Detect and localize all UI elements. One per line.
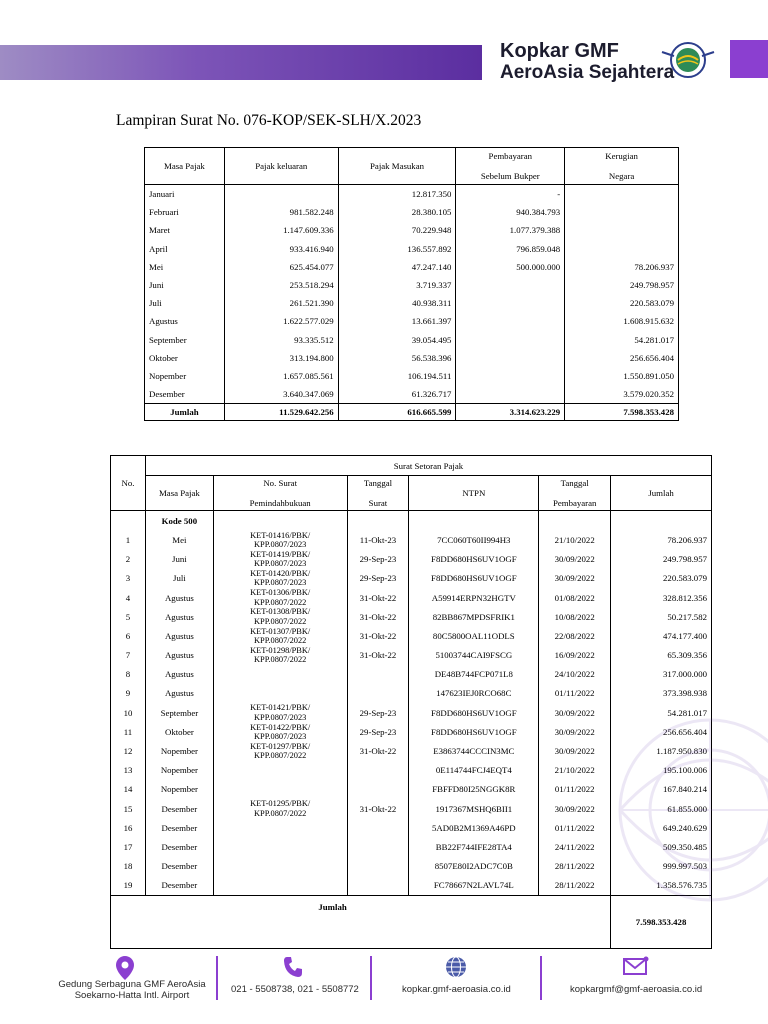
footer-email[interactable]: kopkargmf@gmf-aeroasia.co.id <box>570 984 703 995</box>
row-number-cell: 6 <box>111 626 146 645</box>
no-surat-line2: KPP.0807/2023 <box>254 539 307 549</box>
payment-slip-row <box>111 588 712 607</box>
ntpn-cell: FBFFD80I25NGGK8R <box>409 780 539 799</box>
no-surat-line1: KET-01416/PBK/ <box>250 530 311 540</box>
globe-icon <box>445 956 467 978</box>
kerugian-cell <box>565 203 679 221</box>
background-ornament-icon <box>560 690 768 950</box>
masa-pajak-cell: Nopember <box>145 741 213 760</box>
pajak-masukan-cell: 61.326.717 <box>338 385 456 404</box>
payment-slip-row <box>111 550 712 569</box>
no-surat-line1: KET-01307/PBK/ <box>250 626 311 636</box>
no-surat-cell <box>213 799 347 818</box>
no-surat-cell <box>213 876 347 896</box>
kerugian-cell: 249.798.957 <box>565 276 679 294</box>
jumlah-cell: 1.358.576.735 <box>611 876 712 896</box>
month-cell: Nopember <box>145 367 225 385</box>
masa-pajak-cell: Agustus <box>145 646 213 665</box>
pembayaran-cell <box>456 312 565 330</box>
row-number-cell: 9 <box>111 684 146 703</box>
jumlah-cell: 54.281.017 <box>611 703 712 722</box>
no-surat-line2: KPP.0807/2023 <box>254 559 307 569</box>
slip-header-row-1 <box>111 456 712 476</box>
tanggal-pembayaran-cell: 30/09/2022 <box>539 799 611 818</box>
ntpn-cell: DE48B744FCP071L8 <box>409 665 539 684</box>
pajak-keluaran-cell: 93.335.512 <box>224 331 338 349</box>
jumlah-cell: 1.187.950.830 <box>611 741 712 760</box>
footer-phone: 021 - 5508738, 021 - 5508772 <box>231 984 359 995</box>
masa-pajak-cell: Agustus <box>145 665 213 684</box>
ntpn-cell: 82BB867MPDSFRIK1 <box>409 607 539 626</box>
pajak-masukan-cell: 106.194.511 <box>338 367 456 385</box>
kerugian-cell: 1.608.915.632 <box>565 312 679 330</box>
no-surat-line1: KET-01295/PBK/ <box>250 799 311 809</box>
total-keluaran: 11.529.642.256 <box>224 404 338 421</box>
tanggal-pembayaran-cell: 01/11/2022 <box>539 780 611 799</box>
pajak-keluaran-cell: 1.147.609.336 <box>224 221 338 239</box>
jumlah-cell: 649.240.629 <box>611 818 712 837</box>
month-cell: Januari <box>145 185 225 204</box>
row-number-cell: 2 <box>111 550 146 569</box>
tax-summary-row <box>145 203 679 221</box>
tanggal-pembayaran-cell: 24/11/2022 <box>539 837 611 856</box>
kerugian-cell: 78.206.937 <box>565 258 679 276</box>
jumlah-cell: 195.100.006 <box>611 761 712 780</box>
col-pajak-masukan: Pajak Masukan <box>338 148 456 185</box>
jumlah-cell: 65.309.356 <box>611 646 712 665</box>
no-surat-line1: KET-01306/PBK/ <box>250 588 311 598</box>
pembayaran-cell: 1.077.379.388 <box>456 221 565 239</box>
jumlah-cell: 249.798.957 <box>611 550 712 569</box>
no-surat-line2: KPP.0807/2022 <box>254 597 307 607</box>
no-surat-line1: KET-01420/PBK/ <box>250 569 311 579</box>
pembayaran-cell <box>456 349 565 367</box>
row-number-cell: 12 <box>111 741 146 760</box>
row-number-cell: 14 <box>111 780 146 799</box>
pembayaran-cell: - <box>456 185 565 204</box>
row-number-cell: 19 <box>111 876 146 896</box>
masa-pajak-cell: Nopember <box>145 780 213 799</box>
footer-divider <box>370 956 372 1000</box>
month-cell: Desember <box>145 385 225 404</box>
pajak-keluaran-cell: 1.657.085.561 <box>224 367 338 385</box>
no-surat-cell <box>213 684 347 703</box>
masa-pajak-cell: Desember <box>145 799 213 818</box>
slip-total-jumlah: 7.598.353.428 <box>611 895 712 948</box>
tax-summary-row <box>145 367 679 385</box>
col-no-surat: No. Surat Pemindahbukuan <box>213 476 347 511</box>
tanggal-pembayaran-cell: 28/11/2022 <box>539 857 611 876</box>
no-surat-cell <box>213 761 347 780</box>
no-surat-line2: KPP.0807/2022 <box>254 655 307 665</box>
no-surat-cell <box>213 588 347 607</box>
phone-icon <box>283 956 303 978</box>
pembayaran-cell <box>456 331 565 349</box>
col-tanggal-pembayaran: Tanggal Pembayaran <box>539 476 611 511</box>
pajak-masukan-cell: 136.557.892 <box>338 240 456 258</box>
tax-summary-total-row <box>145 404 679 421</box>
kerugian-cell: 220.583.079 <box>565 294 679 312</box>
ntpn-cell: 51003744CAI9FSCG <box>409 646 539 665</box>
tanggal-pembayaran-cell: 01/11/2022 <box>539 684 611 703</box>
tanggal-surat-cell: 31-Okt-22 <box>347 626 409 645</box>
tanggal-surat-cell: 31-Okt-22 <box>347 646 409 665</box>
ntpn-cell: 1917367MSHQ6BII1 <box>409 799 539 818</box>
tanggal-surat-cell: 29-Sep-23 <box>347 703 409 722</box>
pajak-masukan-cell: 12.817.350 <box>338 185 456 204</box>
ntpn-cell: F8DD680HS6UV1OGF <box>409 722 539 741</box>
col-jumlah: Jumlah <box>611 476 712 511</box>
row-number-cell: 17 <box>111 837 146 856</box>
month-cell: Juli <box>145 294 225 312</box>
tanggal-pembayaran-cell: 10/08/2022 <box>539 607 611 626</box>
pajak-masukan-cell: 56.538.396 <box>338 349 456 367</box>
masa-pajak-cell: Agustus <box>145 607 213 626</box>
no-surat-cell <box>213 780 347 799</box>
tanggal-surat-cell: 31-Okt-22 <box>347 607 409 626</box>
kerugian-cell: 256.656.404 <box>565 349 679 367</box>
ntpn-cell: F8DD680HS6UV1OGF <box>409 550 539 569</box>
page-footer <box>0 948 768 1024</box>
footer-divider <box>216 956 218 1000</box>
jumlah-cell: 373.398.938 <box>611 684 712 703</box>
month-cell: Oktober <box>145 349 225 367</box>
tanggal-pembayaran-cell: 01/11/2022 <box>539 818 611 837</box>
tanggal-pembayaran-cell: 22/08/2022 <box>539 626 611 645</box>
tanggal-pembayaran-cell: 01/08/2022 <box>539 588 611 607</box>
masa-pajak-cell: Agustus <box>145 684 213 703</box>
tanggal-surat-cell <box>347 780 409 799</box>
pajak-keluaran-cell: 253.518.294 <box>224 276 338 294</box>
pembayaran-cell <box>456 385 565 404</box>
col-masa-pajak: Masa Pajak <box>145 476 213 511</box>
pajak-keluaran-cell: 3.640.347.069 <box>224 385 338 404</box>
no-surat-line2: KPP.0807/2022 <box>254 808 307 818</box>
month-cell: Maret <box>145 221 225 239</box>
tax-summary-row <box>145 331 679 349</box>
no-surat-cell <box>213 646 347 665</box>
tanggal-surat-cell <box>347 837 409 856</box>
col-no: No. <box>111 456 146 511</box>
brand-line1: Kopkar GMF <box>500 40 619 62</box>
payment-slip-row <box>111 530 712 549</box>
month-cell: September <box>145 331 225 349</box>
header-band <box>0 45 482 80</box>
no-surat-line1: KET-01421/PBK/ <box>250 703 311 713</box>
kerugian-cell <box>565 221 679 239</box>
total-label: Jumlah <box>145 404 225 421</box>
total-kerugian: 7.598.353.428 <box>565 404 679 421</box>
no-surat-line2: KPP.0807/2023 <box>254 731 307 741</box>
ntpn-cell: 147623IEJ0RCO68C <box>409 684 539 703</box>
ntpn-cell: 0E114744FCJ4EQT4 <box>409 761 539 780</box>
no-surat-cell <box>213 626 347 645</box>
masa-pajak-cell: Juni <box>145 550 213 569</box>
no-surat-cell <box>213 857 347 876</box>
no-surat-cell <box>213 837 347 856</box>
col-pembayaran: Pembayaran Sebelum Bukper <box>456 148 565 185</box>
payment-slip-row <box>111 665 712 684</box>
no-surat-cell <box>213 607 347 626</box>
tax-summary-table <box>144 147 679 421</box>
tanggal-surat-cell <box>347 857 409 876</box>
tax-summary-row <box>145 349 679 367</box>
kode-label: Kode 500 <box>145 511 213 531</box>
jumlah-cell: 61.855.000 <box>611 799 712 818</box>
payment-slip-row <box>111 626 712 645</box>
tanggal-surat-cell: 11-Okt-23 <box>347 530 409 549</box>
row-number-cell: 13 <box>111 761 146 780</box>
masa-pajak-cell: Mei <box>145 530 213 549</box>
row-number-cell: 8 <box>111 665 146 684</box>
pajak-keluaran-cell: 261.521.390 <box>224 294 338 312</box>
masa-pajak-cell: Desember <box>145 876 213 896</box>
footer-divider <box>540 956 542 1000</box>
tanggal-pembayaran-cell: 21/10/2022 <box>539 761 611 780</box>
ntpn-cell: F8DD680HS6UV1OGF <box>409 569 539 588</box>
ntpn-cell: 8507E80I2ADC7C0B <box>409 857 539 876</box>
kerugian-cell: 54.281.017 <box>565 331 679 349</box>
row-number-cell: 11 <box>111 722 146 741</box>
ntpn-cell: F8DD680HS6UV1OGF <box>409 703 539 722</box>
tax-summary-header <box>145 148 679 185</box>
payment-slip-row <box>111 569 712 588</box>
row-number-cell: 3 <box>111 569 146 588</box>
col-group-surat-setoran: Surat Setoran Pajak <box>145 456 711 476</box>
no-surat-cell <box>213 530 347 549</box>
location-pin-icon <box>116 956 134 980</box>
masa-pajak-cell: Juli <box>145 569 213 588</box>
tax-summary-row <box>145 221 679 239</box>
no-surat-cell <box>213 665 347 684</box>
row-number-cell: 4 <box>111 588 146 607</box>
row-number-cell: 18 <box>111 857 146 876</box>
no-surat-line2: KPP.0807/2022 <box>254 635 307 645</box>
no-surat-cell <box>213 703 347 722</box>
tax-summary-row <box>145 258 679 276</box>
masa-pajak-cell: Desember <box>145 818 213 837</box>
ntpn-cell: FC78667N2LAVL74L <box>409 876 539 896</box>
no-surat-line1: KET-01298/PBK/ <box>250 645 311 655</box>
total-pembayaran: 3.314.623.229 <box>456 404 565 421</box>
pajak-keluaran-cell: 313.194.800 <box>224 349 338 367</box>
no-surat-line1: KET-01419/PBK/ <box>250 549 311 559</box>
no-surat-line2: KPP.0807/2022 <box>254 616 307 626</box>
pajak-keluaran-cell <box>224 185 338 204</box>
row-number-cell: 15 <box>111 799 146 818</box>
tax-summary-row <box>145 312 679 330</box>
tanggal-pembayaran-cell: 30/09/2022 <box>539 722 611 741</box>
tax-summary-row <box>145 294 679 312</box>
pajak-keluaran-cell: 625.454.077 <box>224 258 338 276</box>
row-number-cell: 7 <box>111 646 146 665</box>
col-pajak-keluaran: Pajak keluaran <box>224 148 338 185</box>
tanggal-surat-cell <box>347 876 409 896</box>
kerugian-cell: 1.550.891.050 <box>565 367 679 385</box>
pajak-masukan-cell: 3.719.337 <box>338 276 456 294</box>
masa-pajak-cell: September <box>145 703 213 722</box>
tanggal-surat-cell: 29-Sep-23 <box>347 722 409 741</box>
no-surat-cell <box>213 569 347 588</box>
pembayaran-cell: 796.859.048 <box>456 240 565 258</box>
masa-pajak-cell: Agustus <box>145 626 213 645</box>
month-cell: Agustus <box>145 312 225 330</box>
month-cell: Mei <box>145 258 225 276</box>
tanggal-surat-cell <box>347 761 409 780</box>
mail-icon <box>623 956 649 976</box>
no-surat-line1: KET-01308/PBK/ <box>250 607 311 617</box>
pembayaran-cell: 940.384.793 <box>456 203 565 221</box>
brand-line2: AeroAsia Sejahtera <box>500 62 675 83</box>
no-surat-line2: KPP.0807/2023 <box>254 712 307 722</box>
jumlah-cell: 50.217.582 <box>611 607 712 626</box>
jumlah-cell: 999.997.503 <box>611 857 712 876</box>
no-surat-cell <box>213 722 347 741</box>
pajak-keluaran-cell: 1.622.577.029 <box>224 312 338 330</box>
masa-pajak-cell: Nopember <box>145 761 213 780</box>
masa-pajak-cell: Oktober <box>145 722 213 741</box>
col-ntpn: NTPN <box>409 476 539 511</box>
jumlah-cell: 220.583.079 <box>611 569 712 588</box>
document-title: Lampiran Surat No. 076-KOP/SEK-SLH/X.2023 <box>116 112 422 129</box>
footer-website[interactable]: kopkar.gmf-aeroasia.co.id <box>402 984 511 995</box>
tanggal-pembayaran-cell: 16/09/2022 <box>539 646 611 665</box>
tanggal-pembayaran-cell: 30/09/2022 <box>539 550 611 569</box>
tanggal-surat-cell: 31-Okt-22 <box>347 588 409 607</box>
row-number-cell: 10 <box>111 703 146 722</box>
kode-row <box>111 511 712 531</box>
pembayaran-cell <box>456 276 565 294</box>
no-surat-cell <box>213 741 347 760</box>
masa-pajak-cell: Agustus <box>145 588 213 607</box>
col-masa-pajak: Masa Pajak <box>145 148 225 185</box>
tanggal-surat-cell: 29-Sep-23 <box>347 569 409 588</box>
jumlah-cell: 509.350.485 <box>611 837 712 856</box>
tax-summary-row <box>145 185 679 204</box>
pajak-masukan-cell: 13.661.397 <box>338 312 456 330</box>
tanggal-pembayaran-cell: 30/09/2022 <box>539 569 611 588</box>
tanggal-surat-cell: 31-Okt-22 <box>347 741 409 760</box>
ntpn-cell: BB22F744IFE28TA4 <box>409 837 539 856</box>
footer-address: Gedung Serbaguna GMF AeroAsia Soekarno-Hatta Intl. Airport <box>58 979 206 1001</box>
col-kerugian-negara: Kerugian Negara <box>565 148 679 185</box>
month-cell: Februari <box>145 203 225 221</box>
tanggal-surat-cell: 29-Sep-23 <box>347 550 409 569</box>
tanggal-surat-cell <box>347 818 409 837</box>
jumlah-cell: 256.656.404 <box>611 722 712 741</box>
brand-logo-text <box>500 40 674 84</box>
pajak-masukan-cell: 47.247.140 <box>338 258 456 276</box>
tanggal-pembayaran-cell: 30/09/2022 <box>539 741 611 760</box>
total-masukan: 616.665.599 <box>338 404 456 421</box>
jumlah-cell: 78.206.937 <box>611 530 712 549</box>
pembayaran-cell <box>456 367 565 385</box>
pajak-masukan-cell: 40.938.311 <box>338 294 456 312</box>
ntpn-cell: A59914ERPN32HGTV <box>409 588 539 607</box>
pajak-keluaran-cell: 933.416.940 <box>224 240 338 258</box>
masa-pajak-cell: Desember <box>145 837 213 856</box>
ntpn-cell: 5AD0B2M1369A46PD <box>409 818 539 837</box>
no-surat-cell <box>213 550 347 569</box>
tanggal-surat-cell <box>347 684 409 703</box>
ntpn-cell: 7CC060T60II994H3 <box>409 530 539 549</box>
jumlah-cell: 474.177.400 <box>611 626 712 645</box>
row-number-cell: 1 <box>111 530 146 549</box>
tanggal-pembayaran-cell: 24/10/2022 <box>539 665 611 684</box>
kerugian-cell <box>565 185 679 204</box>
tanggal-pembayaran-cell: 28/11/2022 <box>539 876 611 896</box>
tax-summary-row <box>145 240 679 258</box>
no-surat-line1: KET-01297/PBK/ <box>250 741 311 751</box>
slip-total-label: Jumlah <box>111 895 611 948</box>
pembayaran-cell <box>456 294 565 312</box>
kerugian-cell <box>565 240 679 258</box>
pajak-masukan-cell: 70.229.948 <box>338 221 456 239</box>
no-surat-line1: KET-01422/PBK/ <box>250 722 311 732</box>
header-accent-square <box>730 40 768 78</box>
no-surat-line2: KPP.0807/2022 <box>254 751 307 761</box>
pajak-masukan-cell: 39.054.495 <box>338 331 456 349</box>
col-tanggal-surat: Tanggal Surat <box>347 476 409 511</box>
payment-slip-row <box>111 607 712 626</box>
jumlah-cell: 167.840.214 <box>611 780 712 799</box>
kerugian-cell: 3.579.020.352 <box>565 385 679 404</box>
tax-summary-row <box>145 276 679 294</box>
row-number-cell: 16 <box>111 818 146 837</box>
masa-pajak-cell: Desember <box>145 857 213 876</box>
tanggal-surat-cell <box>347 665 409 684</box>
pembayaran-cell: 500.000.000 <box>456 258 565 276</box>
jumlah-cell: 328.812.356 <box>611 588 712 607</box>
no-surat-cell <box>213 818 347 837</box>
payment-slip-row <box>111 646 712 665</box>
jumlah-cell: 317.000.000 <box>611 665 712 684</box>
no-surat-line2: KPP.0807/2023 <box>254 578 307 588</box>
pajak-masukan-cell: 28.380.105 <box>338 203 456 221</box>
row-number-cell: 5 <box>111 607 146 626</box>
pajak-keluaran-cell: 981.582.248 <box>224 203 338 221</box>
brand-seal-icon <box>660 38 716 82</box>
tanggal-pembayaran-cell: 21/10/2022 <box>539 530 611 549</box>
tanggal-pembayaran-cell: 30/09/2022 <box>539 703 611 722</box>
month-cell: April <box>145 240 225 258</box>
ntpn-cell: E3863744CCCIN3MC <box>409 741 539 760</box>
month-cell: Juni <box>145 276 225 294</box>
slip-header-row-2 <box>111 476 712 511</box>
ntpn-cell: 80C5800OAL11ODLS <box>409 626 539 645</box>
tanggal-surat-cell: 31-Okt-22 <box>347 799 409 818</box>
tax-summary-row <box>145 385 679 404</box>
